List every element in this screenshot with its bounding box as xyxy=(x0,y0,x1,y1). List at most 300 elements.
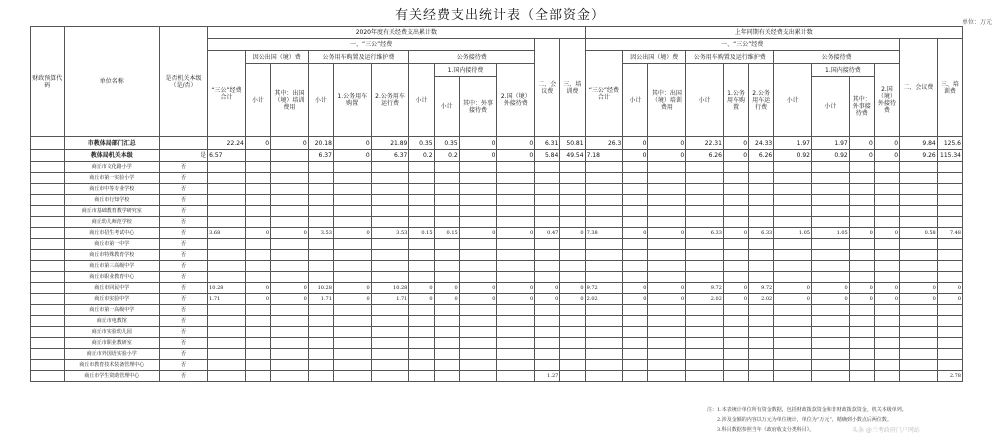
cell-value xyxy=(409,239,434,250)
cell-value: 0 xyxy=(723,283,748,294)
cell-value: 0 xyxy=(874,294,899,305)
cell-value xyxy=(560,327,585,338)
table-row xyxy=(31,217,963,228)
cell-value: 0 xyxy=(434,294,459,305)
table-row xyxy=(31,261,963,272)
cell-unit-name: 商丘市回民中学 xyxy=(64,283,159,294)
cell-value xyxy=(723,305,748,316)
cell-code xyxy=(31,195,65,206)
cell-value xyxy=(900,206,938,217)
cell-value xyxy=(623,206,648,217)
cell-value: 0 xyxy=(648,137,686,150)
cell-value xyxy=(535,272,560,283)
cell-value xyxy=(560,272,585,283)
cell-value xyxy=(585,349,623,360)
cell-value: 6.26 xyxy=(686,150,724,162)
cell-value xyxy=(371,184,409,195)
cell-value xyxy=(497,206,535,217)
cell-value xyxy=(774,261,812,272)
cell-value: 0.2 xyxy=(434,150,459,162)
cell-value: 0.15 xyxy=(434,228,459,239)
cell-value xyxy=(811,360,849,371)
cell-value xyxy=(434,206,459,217)
cell-value: 9.72 xyxy=(686,283,724,294)
cell-value xyxy=(560,217,585,228)
cell-value xyxy=(308,162,333,173)
cell-value: 0 xyxy=(459,283,497,294)
cell-value xyxy=(208,250,246,261)
cell-value: 0 xyxy=(723,150,748,162)
cell-value xyxy=(811,206,849,217)
cell-value xyxy=(409,162,434,173)
cell-is-org: 否 xyxy=(159,261,207,272)
cell-value xyxy=(900,173,938,184)
cell-code xyxy=(31,305,65,316)
cell-value xyxy=(308,239,333,250)
cell-value xyxy=(623,371,648,382)
expense-table xyxy=(30,26,963,382)
cell-value xyxy=(535,349,560,360)
cell-is-org: 否 xyxy=(159,360,207,371)
cell-value: 0 xyxy=(245,228,270,239)
prev-abroad-header: 因公出国（境）费 xyxy=(623,51,686,64)
cell-value: 0 xyxy=(333,228,371,239)
cell-value xyxy=(749,195,774,206)
cell-value xyxy=(686,195,724,206)
cell-value xyxy=(245,327,270,338)
cur-abroad-subtotal: 小计 xyxy=(245,64,270,137)
cell-value xyxy=(333,195,371,206)
cell-value xyxy=(686,360,724,371)
footnote: 注：1.本表统计单位所有资金数据，包括财政拨款资金和非财政拨款资金。机关本级单列。 xyxy=(707,407,907,413)
cell-unit-name: 商丘市第三高级中学 xyxy=(64,261,159,272)
cell-value xyxy=(434,371,459,382)
footnote: 2.涉及金额的内容以万元为单位统计，单位为“万元”，精确到小数点后两位数。 xyxy=(717,417,892,423)
table-row xyxy=(31,137,963,150)
cell-value xyxy=(723,272,748,283)
cell-value xyxy=(409,360,434,371)
table-row xyxy=(31,316,963,327)
table-row xyxy=(31,294,963,305)
cell-value xyxy=(409,195,434,206)
cell-value xyxy=(434,272,459,283)
cell-value: 7.48 xyxy=(937,228,962,239)
cell-value xyxy=(409,338,434,349)
cell-value xyxy=(560,206,585,217)
cell-value: 7.18 xyxy=(585,150,623,162)
cell-value xyxy=(271,150,309,162)
cell-value xyxy=(811,316,849,327)
prev-abroad-subtotal: 小计 xyxy=(623,64,648,137)
cell-value xyxy=(937,338,962,349)
cell-value xyxy=(774,338,812,349)
cell-value xyxy=(497,195,535,206)
cell-value xyxy=(874,272,899,283)
cell-value: 0 xyxy=(497,228,535,239)
cell-value xyxy=(774,327,812,338)
cell-value: 0 xyxy=(623,137,648,150)
cell-value xyxy=(811,327,849,338)
cell-value xyxy=(459,239,497,250)
cell-value xyxy=(774,239,812,250)
prev-car-header: 公务用车购置及运行维护费 xyxy=(686,51,774,64)
cell-value xyxy=(585,206,623,217)
cell-value xyxy=(333,206,371,217)
cell-value xyxy=(937,239,962,250)
cell-value xyxy=(774,349,812,360)
cell-value xyxy=(811,338,849,349)
cell-code xyxy=(31,261,65,272)
table-row xyxy=(31,184,963,195)
cell-value: 0 xyxy=(623,283,648,294)
cell-value: 21.89 xyxy=(371,137,409,150)
cell-is-org: 否 xyxy=(159,217,207,228)
cell-value: 0 xyxy=(560,228,585,239)
cell-value: 0 xyxy=(409,294,434,305)
cell-value xyxy=(371,272,409,283)
cell-value xyxy=(585,184,623,195)
cell-value xyxy=(497,316,535,327)
cell-value xyxy=(434,261,459,272)
cell-value xyxy=(208,162,246,173)
prev-car-buy: 1.公务用车购置 xyxy=(723,64,748,137)
cell-code xyxy=(31,206,65,217)
cell-value xyxy=(271,195,309,206)
cell-value xyxy=(497,360,535,371)
cell-value xyxy=(623,327,648,338)
cell-value xyxy=(459,272,497,283)
cell-value xyxy=(535,305,560,316)
cell-value xyxy=(648,195,686,206)
cell-value: 1.05 xyxy=(774,228,812,239)
cell-value xyxy=(849,349,874,360)
cell-value xyxy=(245,206,270,217)
cell-is-org: 否 xyxy=(159,173,207,184)
cell-value xyxy=(535,250,560,261)
cell-value: 0 xyxy=(723,228,748,239)
cell-value xyxy=(623,305,648,316)
cell-value xyxy=(245,150,270,162)
table-row xyxy=(31,283,963,294)
cell-value xyxy=(371,206,409,217)
cell-value xyxy=(434,195,459,206)
cell-value: 3.68 xyxy=(208,228,246,239)
cell-value xyxy=(811,250,849,261)
cell-value xyxy=(535,173,560,184)
cell-value xyxy=(585,360,623,371)
cell-value: 0.15 xyxy=(409,228,434,239)
cell-unit-name: 商丘市基础教育教学研究室 xyxy=(64,206,159,217)
cell-value xyxy=(409,217,434,228)
cell-value xyxy=(811,217,849,228)
cell-value xyxy=(900,371,938,382)
cell-value: 0.2 xyxy=(409,150,434,162)
cell-value: 0 xyxy=(874,137,899,150)
cur-domestic-header: 1.国内接待费 xyxy=(434,64,497,77)
cell-value xyxy=(723,261,748,272)
cell-value xyxy=(585,261,623,272)
cell-value xyxy=(497,250,535,261)
cell-value xyxy=(811,184,849,195)
cell-value xyxy=(749,349,774,360)
cell-value xyxy=(434,327,459,338)
cell-value: 1.05 xyxy=(811,228,849,239)
cell-code xyxy=(31,239,65,250)
cell-value xyxy=(535,338,560,349)
prev-reception-header: 公务接待费 xyxy=(774,51,900,64)
cell-value: 0 xyxy=(849,150,874,162)
cell-value xyxy=(811,173,849,184)
prev-reception-subtotal: 小计 xyxy=(774,64,812,137)
cell-value xyxy=(245,217,270,228)
cell-value xyxy=(245,162,270,173)
cell-value xyxy=(937,206,962,217)
cell-value xyxy=(623,217,648,228)
cell-value xyxy=(535,261,560,272)
cell-value: 0 xyxy=(459,150,497,162)
cell-value xyxy=(371,261,409,272)
cell-value xyxy=(333,360,371,371)
cell-code xyxy=(31,338,65,349)
cell-value xyxy=(371,250,409,261)
cell-value xyxy=(208,184,246,195)
cell-value: 0 xyxy=(849,294,874,305)
cell-value xyxy=(623,195,648,206)
cell-value xyxy=(686,316,724,327)
cell-is-org: 否 xyxy=(159,206,207,217)
cell-value xyxy=(686,239,724,250)
cell-value: 5.84 xyxy=(535,150,560,162)
cell-code xyxy=(31,173,65,184)
cell-value xyxy=(623,316,648,327)
cell-value: 6.33 xyxy=(749,228,774,239)
cell-value xyxy=(937,360,962,371)
cell-value xyxy=(774,173,812,184)
cell-value xyxy=(333,305,371,316)
cell-value xyxy=(497,173,535,184)
cell-value xyxy=(585,327,623,338)
cell-value xyxy=(585,338,623,349)
cell-value xyxy=(535,360,560,371)
cell-value xyxy=(723,250,748,261)
cell-value xyxy=(686,173,724,184)
cell-value: 0 xyxy=(623,294,648,305)
cell-value xyxy=(723,239,748,250)
cell-value xyxy=(308,184,333,195)
cell-code xyxy=(31,349,65,360)
cell-value xyxy=(874,250,899,261)
cell-value: 0.35 xyxy=(434,137,459,150)
cell-value xyxy=(723,162,748,173)
cell-value xyxy=(648,184,686,195)
cell-value xyxy=(459,206,497,217)
cell-value xyxy=(459,250,497,261)
cell-unit-name: 市教体局部门汇总 xyxy=(64,137,159,150)
cell-value xyxy=(623,360,648,371)
cell-value xyxy=(749,272,774,283)
cell-value xyxy=(849,250,874,261)
cell-value: 0 xyxy=(560,294,585,305)
cell-value xyxy=(849,371,874,382)
cell-code xyxy=(31,316,65,327)
table-row xyxy=(31,305,963,316)
cell-value xyxy=(749,239,774,250)
cell-is-org: 否 xyxy=(159,162,207,173)
cell-value xyxy=(749,184,774,195)
cell-value xyxy=(623,250,648,261)
cell-value xyxy=(937,305,962,316)
cell-value xyxy=(535,162,560,173)
page-title: 有关经费支出统计表（全部资金） xyxy=(394,8,605,23)
cell-value xyxy=(623,162,648,173)
cell-value: 1.97 xyxy=(811,137,849,150)
cell-value xyxy=(560,162,585,173)
cell-value xyxy=(371,173,409,184)
cell-value xyxy=(686,272,724,283)
cell-value xyxy=(208,195,246,206)
cell-value: 0 xyxy=(409,283,434,294)
cell-value xyxy=(749,173,774,184)
cell-value xyxy=(749,250,774,261)
cell-value xyxy=(874,327,899,338)
cell-value: 0 xyxy=(333,137,371,150)
cell-value xyxy=(774,162,812,173)
cell-value xyxy=(900,360,938,371)
cell-value: 0 xyxy=(874,228,899,239)
cell-value xyxy=(308,371,333,382)
cur-car-buy: 1.公务用车购置 xyxy=(333,64,371,137)
cell-value xyxy=(849,239,874,250)
cell-value xyxy=(874,371,899,382)
cell-value: 2.02 xyxy=(749,294,774,305)
col-unit-name: 单位名称 xyxy=(64,27,159,137)
cell-value xyxy=(937,327,962,338)
cell-value xyxy=(811,272,849,283)
table-row xyxy=(31,272,963,283)
cell-value: 9.72 xyxy=(585,283,623,294)
cell-value xyxy=(560,173,585,184)
cell-value: 0.47 xyxy=(535,228,560,239)
cell-value xyxy=(535,316,560,327)
cell-value xyxy=(937,162,962,173)
cell-unit-name: 商丘市文化路小学 xyxy=(64,162,159,173)
cell-is-org: 否 xyxy=(159,338,207,349)
cell-value xyxy=(308,327,333,338)
cell-value xyxy=(459,184,497,195)
cell-value: 0 xyxy=(333,283,371,294)
cell-value xyxy=(811,162,849,173)
cell-value xyxy=(585,250,623,261)
cell-value xyxy=(623,261,648,272)
cell-value xyxy=(371,349,409,360)
cell-value xyxy=(459,261,497,272)
cell-value: 1.27 xyxy=(535,371,560,382)
cell-value xyxy=(623,272,648,283)
cell-value xyxy=(459,360,497,371)
cell-value xyxy=(434,184,459,195)
cell-value xyxy=(371,371,409,382)
cell-value xyxy=(774,206,812,217)
cell-value xyxy=(585,272,623,283)
cell-value xyxy=(874,360,899,371)
cell-value xyxy=(686,184,724,195)
cell-value: 6.26 xyxy=(749,150,774,162)
cell-value: 0 xyxy=(560,283,585,294)
cell-value xyxy=(535,217,560,228)
cell-is-org: 否 xyxy=(159,371,207,382)
table-row xyxy=(31,360,963,371)
prev-car-run: 2.公务用车运行费 xyxy=(749,64,774,137)
cell-value xyxy=(585,316,623,327)
cell-is-org: 否 xyxy=(159,283,207,294)
cell-value: 9.26 xyxy=(900,150,938,162)
cell-value xyxy=(723,371,748,382)
cell-value xyxy=(560,261,585,272)
cell-value xyxy=(937,217,962,228)
cell-value: 0 xyxy=(900,294,938,305)
cell-value xyxy=(371,217,409,228)
cell-value xyxy=(459,305,497,316)
cell-value xyxy=(623,173,648,184)
cell-value xyxy=(623,184,648,195)
cell-value: 0 xyxy=(849,228,874,239)
cell-value: 0 xyxy=(434,283,459,294)
cell-value xyxy=(648,206,686,217)
cell-value xyxy=(535,206,560,217)
cell-value xyxy=(308,272,333,283)
cell-value: 0 xyxy=(459,228,497,239)
cell-value xyxy=(308,349,333,360)
cell-code xyxy=(31,250,65,261)
cell-value xyxy=(723,217,748,228)
cell-value xyxy=(585,173,623,184)
cell-value xyxy=(371,162,409,173)
cell-value xyxy=(874,349,899,360)
cell-value xyxy=(648,272,686,283)
cell-value xyxy=(208,173,246,184)
cell-value: 10.28 xyxy=(208,283,246,294)
prev-domestic-subtotal: 小计 xyxy=(811,77,849,137)
cell-value xyxy=(648,305,686,316)
cell-value xyxy=(849,360,874,371)
cell-value xyxy=(245,316,270,327)
cell-value xyxy=(900,250,938,261)
cell-value xyxy=(497,217,535,228)
cell-value: 10.28 xyxy=(308,283,333,294)
cell-value xyxy=(937,195,962,206)
cell-value xyxy=(371,239,409,250)
cell-is-org: 否 xyxy=(159,239,207,250)
cell-value: 3.53 xyxy=(371,228,409,239)
cell-value xyxy=(308,261,333,272)
cell-unit-name: 商丘市实验幼儿园 xyxy=(64,327,159,338)
cell-value xyxy=(623,349,648,360)
cell-value xyxy=(749,371,774,382)
cell-is-org: 否 xyxy=(159,305,207,316)
cell-value xyxy=(749,338,774,349)
cell-value xyxy=(271,316,309,327)
cell-value xyxy=(937,349,962,360)
cell-value: 1.71 xyxy=(371,294,409,305)
cell-value: 0 xyxy=(774,294,812,305)
table-row xyxy=(31,250,963,261)
cell-value xyxy=(333,349,371,360)
cell-value xyxy=(271,173,309,184)
cell-value xyxy=(774,316,812,327)
cell-value xyxy=(849,327,874,338)
cell-value xyxy=(245,360,270,371)
col-code: 财政预算代码 xyxy=(31,27,65,137)
